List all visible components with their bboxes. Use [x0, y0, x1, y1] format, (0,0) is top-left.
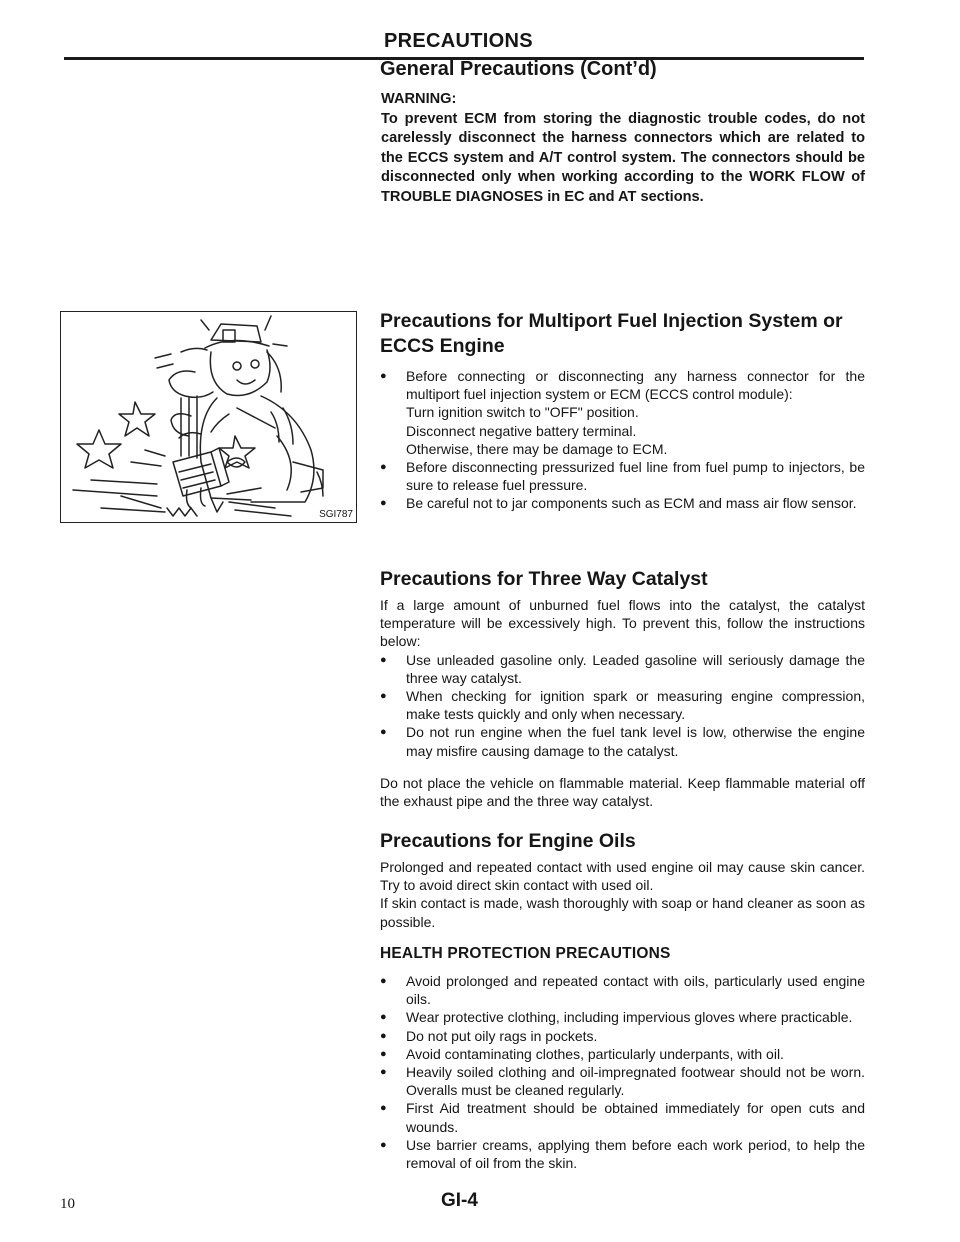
page-code: GI-4	[441, 1190, 478, 1211]
warning-text: To prevent ECM from storing the diagnostic trouble codes, do not carelessly disconnect the harness connectors which are related to the ECCS system and A/T control system. The connectors should be disconnected only when working according to the WORK FLOW of TROUBLE DIAGNOSES in EC and AT sections.	[381, 110, 865, 205]
illustration-figure	[60, 311, 357, 523]
oils-paragraph-2: If skin contact is made, wash thoroughly with soap or hand cleaner as soon as possible.	[380, 895, 865, 930]
section-title: PRECAUTIONS	[384, 30, 533, 52]
catalyst-section	[380, 567, 865, 810]
oils-heading: Precautions for Engine Oils	[380, 830, 636, 852]
warning-label: WARNING:	[381, 91, 457, 107]
health-heading: HEALTH PROTECTION PRECAUTIONS	[380, 945, 671, 962]
list-item: ● Before disconnecting pressurized fuel line from fuel pump to injectors, be sure to release fuel pressure.	[380, 458, 865, 494]
catalyst-intro: If a large amount of unburned fuel flows into the catalyst, the catalyst temperature will be excessively high. To prevent this, follow the instructions below:	[380, 597, 865, 650]
list-item: ● Use unleaded gasoline only. Leaded gasoline will seriously damage the three way catalyst.	[380, 651, 865, 687]
catalyst-note: Do not place the vehicle on flammable material. Keep flammable material off the exhaust pipe and the three way catalyst.	[380, 774, 865, 810]
list-item: ● Use barrier creams, applying them before each work period, to help the removal of oil from the skin.	[380, 1136, 865, 1172]
catalyst-bullet-list	[380, 651, 865, 760]
list-item: ● Heavily soiled clothing and oil-impregnated footwear should not be worn. Overalls must be cleaned regularly.	[380, 1063, 865, 1099]
oils-paragraph-1: Prolonged and repeated contact with used engine oil may cause skin cancer. Try to avoid direct skin contact with used oil.	[380, 859, 865, 894]
list-item: ● Wear protective clothing, including impervious gloves where practicable.	[380, 1008, 865, 1026]
catalyst-heading: Precautions for Three Way Catalyst	[380, 568, 708, 590]
list-item: ● Before connecting or disconnecting any harness connector for the multiport fuel injection system or ECM (ECCS control module): Turn ignition switch to "OFF" position. Disconnect negative battery terminal. Otherwise, there may be damage to ECM.	[380, 367, 865, 458]
list-item: ● When checking for ignition spark or measuring engine compression, make tests quickly and only when necessary.	[380, 687, 865, 723]
health-section	[380, 944, 865, 1172]
list-item: ● Do not run engine when the fuel tank level is low, otherwise the engine may misfire causing damage to the catalyst.	[380, 723, 865, 759]
mechanic-dropping-ecm-illustration	[61, 312, 356, 522]
list-item: ● Be careful not to jar components such as ECM and mass air flow sensor.	[380, 494, 865, 512]
list-item: ● First Aid treatment should be obtained immediately for open cuts and wounds.	[380, 1099, 865, 1135]
page-number: 10	[60, 1196, 75, 1212]
list-item: ● Do not put oily rags in pockets.	[380, 1027, 865, 1045]
list-item: ● Avoid prolonged and repeated contact with oils, particularly used engine oils.	[380, 972, 865, 1008]
health-bullet-list	[380, 972, 865, 1172]
mfi-heading: Precautions for Multiport Fuel Injection System or ECCS Engine	[380, 310, 843, 357]
page-subtitle: General Precautions (Cont’d)	[380, 58, 657, 80]
warning-block	[381, 90, 865, 208]
mfi-bullet-list	[380, 367, 865, 513]
list-item: ● Avoid contaminating clothes, particularly underpants, with oil.	[380, 1045, 865, 1063]
mfi-section	[380, 309, 865, 513]
oils-section	[380, 829, 865, 931]
figure-code: SGI787	[319, 509, 353, 520]
